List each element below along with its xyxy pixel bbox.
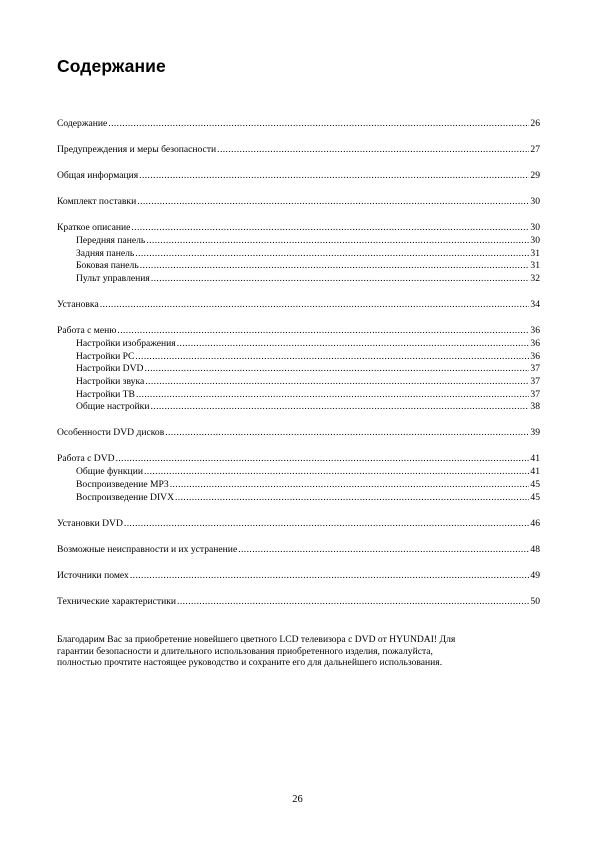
toc-entry-page: 37: [530, 375, 540, 387]
toc-subentry: [57, 389, 540, 402]
toc-dot-leader: [139, 170, 529, 183]
toc-dot-leader: [136, 389, 529, 402]
toc-group: [57, 518, 540, 531]
toc-subentry: [57, 479, 540, 492]
toc-entry-page: 45: [530, 478, 540, 490]
toc-subentry: [57, 376, 540, 389]
toc-dot-leader: [137, 196, 529, 209]
toc-entry-page: 41: [530, 466, 540, 478]
toc-dot-leader: [135, 351, 529, 364]
toc-dot-leader: [144, 363, 529, 376]
toc-entry-label: Особенности DVD дисков: [57, 427, 165, 439]
toc-entry-label: Общие функции: [76, 466, 143, 478]
toc-entry-label: Настройки изображения: [76, 337, 176, 349]
toc-entry-page: 32: [530, 273, 540, 285]
toc-entry-page: 46: [530, 517, 540, 529]
toc-entry-page: 29: [530, 170, 540, 182]
toc-dot-leader: [144, 466, 529, 479]
toc-group: [57, 196, 540, 209]
toc-dot-leader: [177, 338, 530, 351]
toc-dot-leader: [117, 325, 529, 338]
toc-subentry: [57, 363, 540, 376]
toc-entry-label: Предупреждения и меры безопасности: [57, 144, 217, 156]
toc-entry-page: 45: [530, 491, 540, 503]
toc-subentry: [57, 260, 540, 273]
toc-entry-page: 30: [530, 234, 540, 246]
toc-entry-label: Боковая панель: [76, 260, 139, 272]
toc-entry: [57, 570, 540, 583]
toc-entry: [57, 170, 540, 183]
toc-entry-label: Воспроизведение MP3: [76, 478, 169, 490]
toc-group: [57, 170, 540, 183]
toc-entry-page: 48: [530, 543, 540, 555]
toc-dot-leader: [165, 427, 529, 440]
toc-group: [57, 299, 540, 312]
toc-subentry: [57, 401, 540, 414]
toc-group: [57, 325, 540, 414]
toc-entry-label: Воспроизведение DIVX: [76, 491, 174, 503]
toc-dot-leader: [140, 260, 530, 273]
toc-entry-page: 49: [530, 569, 540, 581]
toc-entry: [57, 144, 540, 157]
toc-dot-leader: [124, 518, 530, 531]
toc-entry-page: 31: [530, 260, 540, 272]
toc-entry-label: Пульт управления: [76, 273, 150, 285]
toc-group: [57, 427, 540, 440]
toc-subentry: [57, 235, 540, 248]
toc-dot-leader: [150, 401, 529, 414]
toc-group: [57, 118, 540, 131]
toc-dot-leader: [131, 222, 529, 235]
toc-entry: [57, 596, 540, 609]
toc-entry-label: Установка: [57, 299, 99, 311]
toc-entry-label: Передняя панель: [76, 234, 146, 246]
toc-dot-leader: [130, 570, 530, 583]
toc-entry-label: Работа с меню: [57, 325, 117, 337]
toc-entry-label: Установки DVD: [57, 517, 123, 529]
toc-subentry: [57, 248, 540, 261]
toc-group: [57, 544, 540, 557]
toc-entry-page: 26: [530, 117, 540, 129]
toc-entry-page: 37: [530, 388, 540, 400]
toc-entry: [57, 325, 540, 338]
toc-subentry: [57, 492, 540, 505]
toc-dot-leader: [108, 118, 529, 131]
toc-entry-label: Настройки PC: [76, 350, 135, 362]
toc-entry-page: 39: [530, 427, 540, 439]
toc-dot-leader: [135, 248, 529, 261]
toc-subentry: [57, 351, 540, 364]
toc-entry: [57, 222, 540, 235]
toc-entry-page: 50: [530, 595, 540, 607]
toc-entry-label: Настройки DVD: [76, 363, 144, 375]
toc-entry-label: Общие настройки: [76, 401, 150, 413]
toc-entry-label: Настройки ТВ: [76, 388, 135, 400]
toc-dot-leader: [170, 479, 530, 492]
intro-line: гарантии безопасности и длительного использования приобретенного изделия, пожалуйста,: [57, 645, 433, 657]
toc-entry-page: 38: [530, 401, 540, 413]
toc-subentry: [57, 466, 540, 479]
toc-entry-page: 34: [530, 299, 540, 311]
toc-entry-label: Настройки звука: [76, 375, 145, 387]
toc-group: [57, 222, 540, 285]
toc-entry-page: 41: [530, 453, 540, 465]
toc-subentry: [57, 338, 540, 351]
toc-entry-label: Общая информация: [57, 170, 139, 182]
toc-entry-label: Источники помех: [57, 569, 129, 581]
toc-entry-label: Краткое описание: [57, 222, 131, 234]
toc-entry-label: Комплект поставки: [57, 196, 137, 208]
toc-group: [57, 144, 540, 157]
toc-entry-page: 36: [530, 337, 540, 349]
toc-entry: [57, 196, 540, 209]
toc-entry-label: Технические характеристики: [57, 595, 177, 607]
toc-entry-page: 31: [530, 247, 540, 259]
toc-entry-page: 30: [530, 222, 540, 234]
toc-entry-label: Задняя панель: [76, 247, 135, 259]
toc-dot-leader: [116, 453, 530, 466]
toc-entry-label: Работа с DVD: [57, 453, 115, 465]
toc-entry: [57, 118, 540, 131]
toc-entry: [57, 454, 540, 467]
toc-dot-leader: [100, 299, 530, 312]
intro-paragraph: [57, 634, 527, 669]
toc-entry-label: Содержание: [57, 117, 108, 129]
page-number: 26: [292, 794, 303, 805]
toc-entry-page: 37: [530, 363, 540, 375]
page-title: Содержание: [57, 56, 166, 76]
toc-dot-leader: [217, 144, 529, 157]
toc-entry: [57, 518, 540, 531]
toc-entry-page: 27: [530, 144, 540, 156]
intro-line: Благодарим Вас за приобретение новейшего цветного LCD телевизора с DVD от HYUNDAI! Для: [57, 634, 456, 645]
toc-entry: [57, 299, 540, 312]
intro-line: полностью прочтите настоящее руководство и сохраните его для дальнейшего использования.: [57, 657, 443, 669]
toc-dot-leader: [146, 235, 529, 248]
toc-dot-leader: [177, 596, 529, 609]
toc-dot-leader: [145, 376, 529, 389]
toc-subentry: [57, 273, 540, 286]
toc-group: [57, 596, 540, 609]
table-of-contents: [57, 118, 540, 622]
toc-dot-leader: [238, 544, 529, 557]
toc-entry: [57, 427, 540, 440]
toc-dot-leader: [151, 273, 530, 286]
toc-entry-label: Возможные неисправности и их устранение: [57, 543, 238, 555]
toc-group: [57, 570, 540, 583]
toc-dot-leader: [175, 492, 529, 505]
toc-entry-page: 36: [530, 350, 540, 362]
toc-entry-page: 30: [530, 196, 540, 208]
toc-group: [57, 454, 540, 505]
toc-entry-page: 36: [530, 325, 540, 337]
toc-entry: [57, 544, 540, 557]
